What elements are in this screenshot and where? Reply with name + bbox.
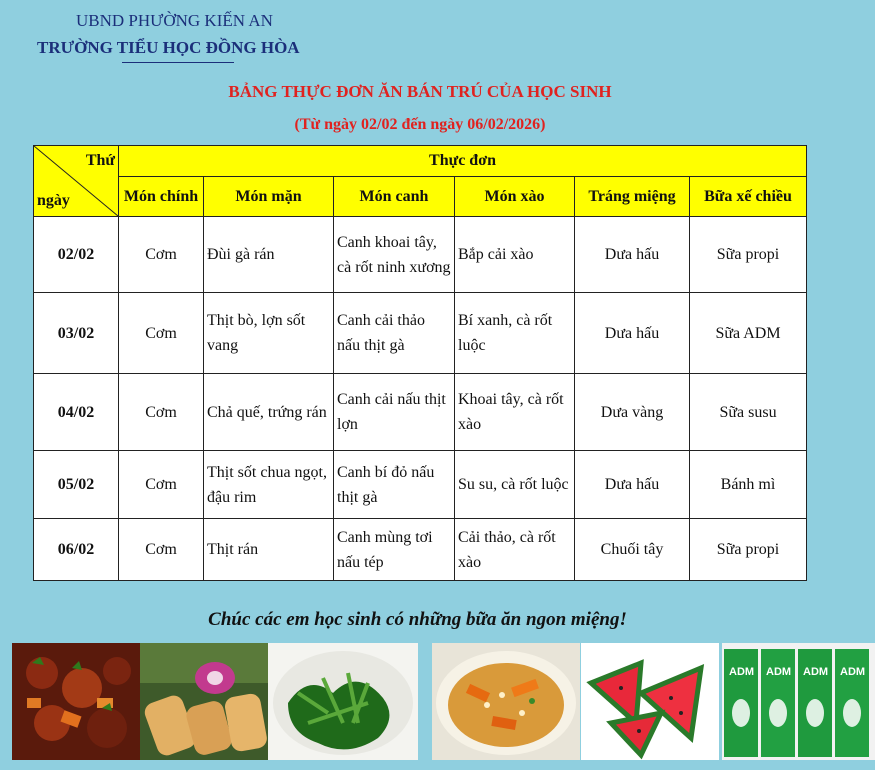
main-dish-cell: Cơm — [119, 374, 204, 451]
table-row — [34, 217, 807, 293]
dessert-cell: Dưa hấu — [575, 293, 690, 374]
snack-cell: Sữa propi — [690, 519, 807, 581]
protein-cell: Thịt bò, lợn sốt vang — [204, 293, 334, 374]
soup-cell: Canh cải nấu thịt lợn — [334, 374, 455, 451]
corner-label-day: Thứ — [85, 152, 115, 169]
header-underline — [122, 62, 234, 63]
adm-label: ADM — [840, 666, 866, 678]
adm-milk-photo — [722, 643, 875, 760]
soup-cell: Canh mùng tơi nấu tép — [334, 519, 455, 581]
watermelon-photo — [581, 643, 719, 760]
column-header: Tráng miệng — [575, 177, 690, 217]
main-dish-cell: Cơm — [119, 217, 204, 293]
date-cell: 06/02 — [34, 519, 119, 581]
snack-cell: Sữa ADM — [690, 293, 807, 374]
snack-cell: Sữa propi — [690, 217, 807, 293]
main-dish-cell: Cơm — [119, 293, 204, 374]
soup-cell: Canh cải thảo nấu thịt gà — [334, 293, 455, 374]
dessert-cell: Dưa hấu — [575, 451, 690, 519]
dessert-cell: Dưa hấu — [575, 217, 690, 293]
stir-fry-cell: Khoai tây, cà rốt xào — [455, 374, 575, 451]
snack-cell: Sữa susu — [690, 374, 807, 451]
menu-group-header: Thực đơn — [119, 146, 807, 177]
protein-cell: Thịt sốt chua ngọt, đậu rim — [204, 451, 334, 519]
school-name: TRƯỜNG TIỂU HỌC ĐỒNG HÒA — [37, 38, 300, 57]
soup-cell: Canh bí đỏ nấu thịt gà — [334, 451, 455, 519]
column-header: Món xào — [455, 177, 575, 217]
page-title: BẢNG THỰC ĐƠN ĂN BÁN TRÚ CỦA HỌC SINH — [228, 82, 612, 101]
adm-label: ADM — [729, 666, 755, 678]
spring-rolls-photo — [140, 643, 268, 760]
column-header: Món mặn — [204, 177, 334, 217]
stir-fry-cell: Bí xanh, cà rốt luộc — [455, 293, 575, 374]
date-cell: 02/02 — [34, 217, 119, 293]
table-row — [34, 293, 807, 374]
date-cell: 04/02 — [34, 374, 119, 451]
table-row — [34, 519, 807, 581]
closing-message: Chúc các em học sinh có những bữa ăn ngon miệng! — [208, 609, 627, 630]
main-dish-cell: Cơm — [119, 519, 204, 581]
soup-cell: Canh khoai tây, cà rốt ninh xương — [334, 217, 455, 293]
dessert-cell: Dưa vàng — [575, 374, 690, 451]
ward-name: UBND PHƯỜNG KIẾN AN — [76, 11, 273, 30]
adm-label: ADM — [803, 666, 829, 678]
dessert-cell: Chuối tây — [575, 519, 690, 581]
protein-cell: Đùi gà rán — [204, 217, 334, 293]
table-row — [34, 374, 807, 451]
column-header: Bữa xế chiều — [690, 177, 807, 217]
protein-cell: Thịt rán — [204, 519, 334, 581]
table-row — [34, 451, 807, 519]
adm-label: ADM — [766, 666, 792, 678]
date-cell: 03/02 — [34, 293, 119, 374]
column-header: Món chính — [119, 177, 204, 217]
stir-fried-greens-photo — [268, 643, 418, 760]
snack-cell: Bánh mì — [690, 451, 807, 519]
stir-fry-cell: Bắp cải xào — [455, 217, 575, 293]
stir-fry-cell: Cải thảo, cà rốt xào — [455, 519, 575, 581]
corner-header — [34, 146, 119, 217]
protein-cell: Chả quế, trứng rán — [204, 374, 334, 451]
menu-table — [33, 145, 807, 581]
date-range: (Từ ngày 02/02 đến ngày 06/02/2026) — [294, 116, 546, 133]
corner-label-date: ngày — [37, 192, 70, 209]
main-dish-cell: Cơm — [119, 451, 204, 519]
column-header: Món canh — [334, 177, 455, 217]
pumpkin-soup-photo — [432, 643, 580, 760]
stir-fry-cell: Su su, cà rốt luộc — [455, 451, 575, 519]
beef-stew-photo — [12, 643, 140, 760]
date-cell: 05/02 — [34, 451, 119, 519]
